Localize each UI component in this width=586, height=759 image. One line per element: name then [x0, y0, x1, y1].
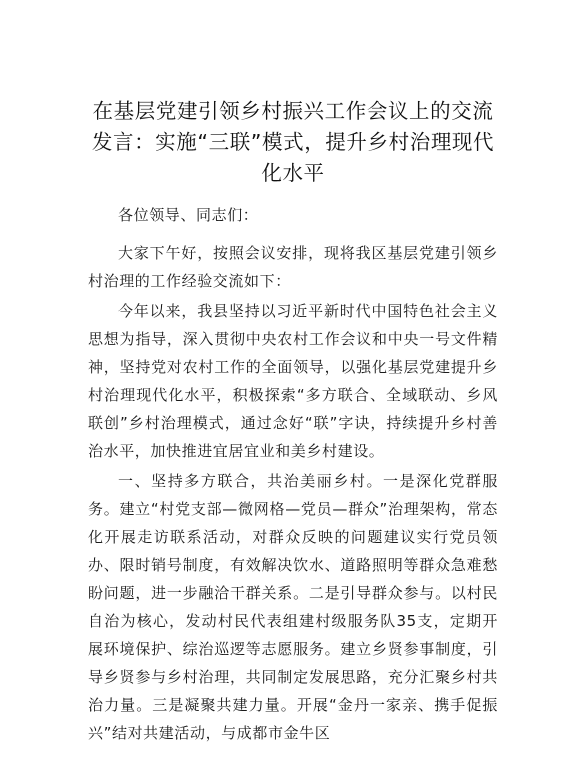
document-body: [88, 201, 498, 747]
salutation-paragraph: 各位领导、同志们：: [118, 206, 259, 224]
overview-paragraph: 今年以来，我县坚持以习近平新时代中国特色社会主义思想为指导，深入贯彻中央农村工作会议和中央一号文件精神，坚持党对农村工作的全面领导，以强化基层党建提升乡村治理现代化水平，积极探索“多方联合、全域联动、乡风联创”乡村治理模式，通过念好“联”字诀，持续提升乡村善治水平，加快推进宜居宜业和美乡村建设。: [88, 302, 498, 460]
opening-paragraph: 大家下午好，按照会议安排，现将我区基层党建引领乡村治理的工作经验交流如下：: [88, 244, 498, 290]
document-title: 在基层党建引领乡村振兴工作会议上的交流发言：实施“三联”模式，提升乡村治理现代化水平: [91, 99, 495, 185]
section-one-paragraph: 一、坚持多方联合，共治美丽乡村。一是深化党群服务。建立“村党支部—微网格—党员—群众”治理架构，常态化开展走访联系活动，对群众反映的问题建议实行党员领办、限时销号制度，有效解决饮水、道路照明等群众急难愁盼问题，进一步融洽干群关系。二是引导群众参与。以村民自治为核心，发动村民代表组建村级服务队35支，定期开展环境保护、综治巡逻等志愿服务。建立乡贤参事制度，引导乡贤参与乡村治理，共同制定发展思路，充分汇聚乡村共治力量。三是凝聚共建力量。开展“金丹一家亲、携手促振兴”结对共建活动，与成都市金牛区: [88, 472, 498, 742]
